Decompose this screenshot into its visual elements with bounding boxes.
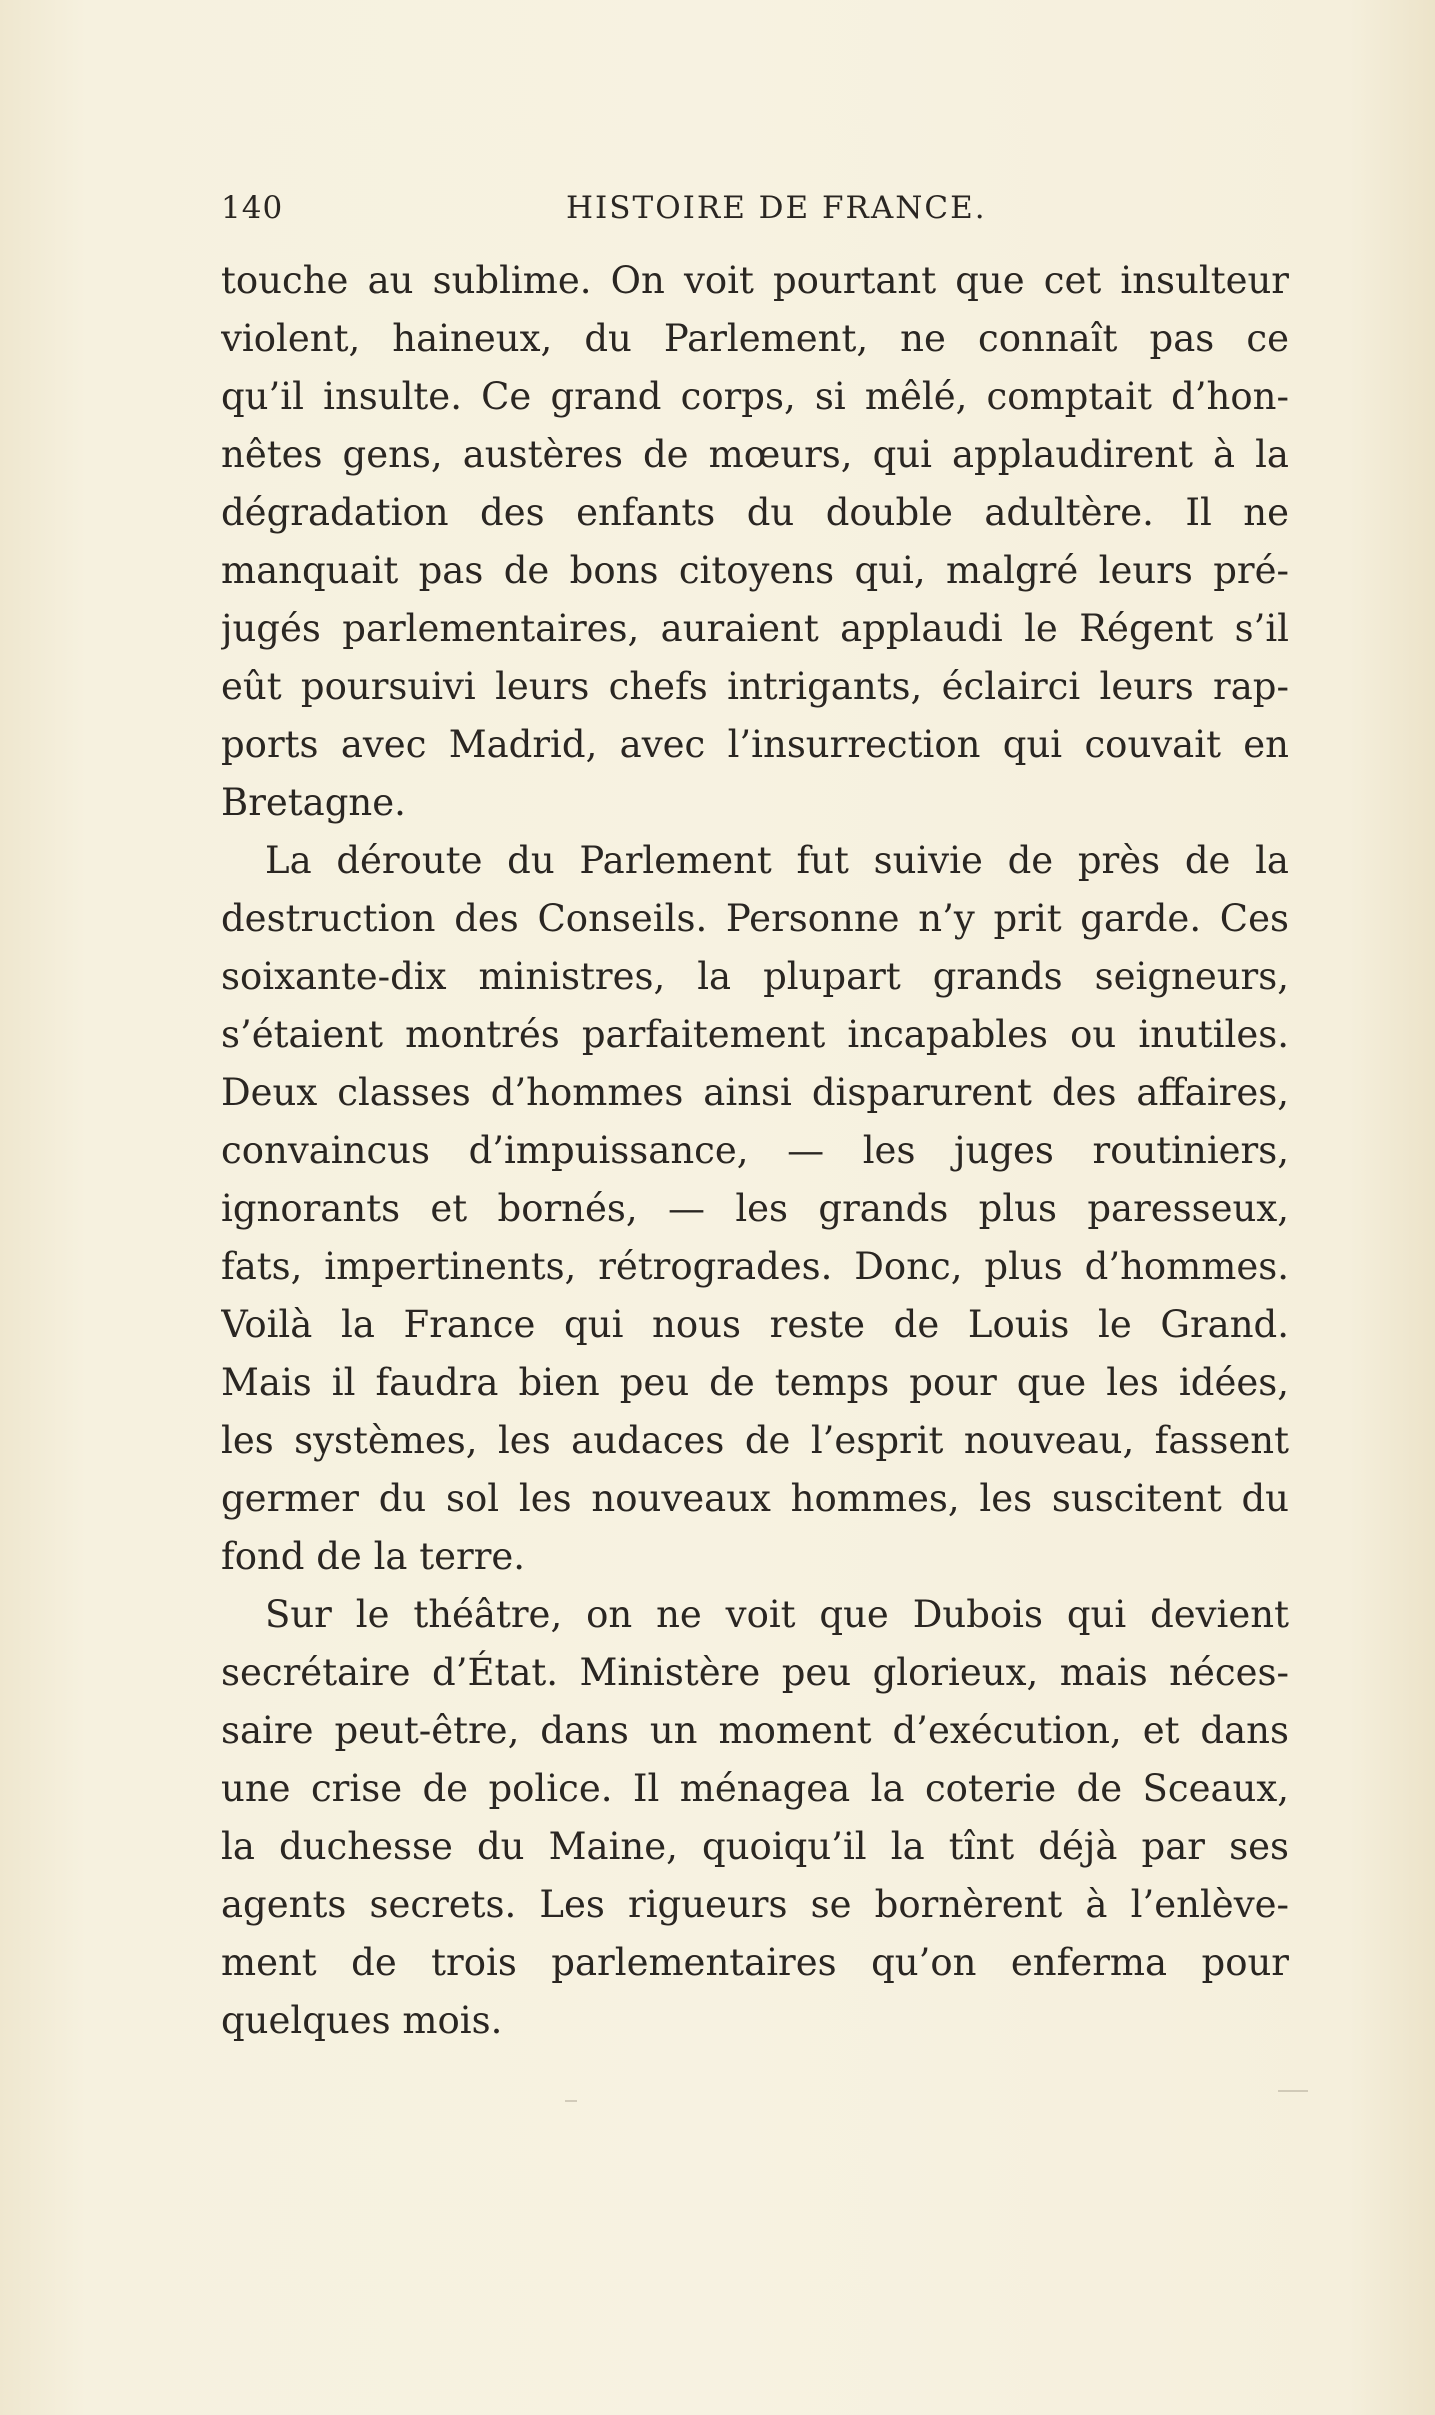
text-line: saire peut-être, dans un moment d’exécution, et dans [221,1709,1289,1752]
text-line: dégradation des enfants du double adultère. Il ne [221,491,1289,534]
text-line: nêtes gens, austères de mœurs, qui applaudirent à la [221,433,1289,476]
text-line: jugés parlementaires, auraient applaudi le Régent s’il [221,607,1289,650]
text-line: agents secrets. Les rigueurs se bornèrent à l’enlève- [221,1883,1289,1926]
text-line: touche au sublime. On voit pourtant que cet insulteur [221,259,1289,302]
text-line: les systèmes, les audaces de l’esprit nouveau, fassent [221,1419,1289,1462]
text-line: ignorants et bornés, — les grands plus paresseux, [221,1187,1289,1230]
paragraph-3 [221,1586,1289,2050]
text-line: une crise de police. Il ménagea la coterie de Sceaux, [221,1767,1289,1810]
text-line: quelques mois. [221,1999,503,2042]
print-speck [565,2100,577,2102]
text-line: la duchesse du Maine, quoiqu’il la tînt déjà par ses [221,1825,1289,1868]
print-speck [1278,2090,1308,2092]
text-line: La déroute du Parlement fut suivie de près de la [265,839,1289,882]
text-line: fats, impertinents, rétrogrades. Donc, plus d’hommes. [221,1245,1289,1288]
text-line: Sur le théâtre, on ne voit que Dubois qui devient [265,1593,1289,1636]
text-line: Mais il faudra bien peu de temps pour que les idées, [221,1361,1289,1404]
running-head [221,190,1289,234]
text-line: eût poursuivi leurs chefs intrigants, éclairci leurs rap- [221,665,1289,708]
text-line: fond de la terre. [221,1535,526,1578]
text-line: violent, haineux, du Parlement, ne connaît pas ce [221,317,1289,360]
text-line: germer du sol les nouveaux hommes, les suscitent du [221,1477,1289,1520]
text-line: qu’il insulte. Ce grand corps, si mêlé, comptait d’hon- [221,375,1289,418]
text-line: secrétaire d’État. Ministère peu glorieux, mais néces- [221,1651,1289,1694]
text-line: ports avec Madrid, avec l’insurrection qui couvait en [221,723,1289,766]
text-line: convaincus d’impuissance, — les juges routiniers, [221,1129,1289,1172]
text-line: Bretagne. [221,781,406,824]
running-title: HISTOIRE DE FRANCE. [566,190,987,226]
paragraph-1 [221,252,1289,832]
text-line: Voilà la France qui nous reste de Louis le Grand. [221,1303,1289,1346]
text-line: destruction des Conseils. Personne n’y prit garde. Ces [221,897,1289,940]
text-line: soixante-dix ministres, la plupart grands seigneurs, [221,955,1289,998]
text-line: s’étaient montrés parfaitement incapables ou inutiles. [221,1013,1289,1056]
page-number: 140 [221,190,284,226]
body-text [221,252,1289,2050]
text-line: ment de trois parlementaires qu’on enferma pour [221,1941,1289,1984]
text-line: manquait pas de bons citoyens qui, malgré leurs pré- [221,549,1289,592]
paragraph-2 [221,832,1289,1586]
text-line: Deux classes d’hommes ainsi disparurent des affaires, [221,1071,1289,1114]
